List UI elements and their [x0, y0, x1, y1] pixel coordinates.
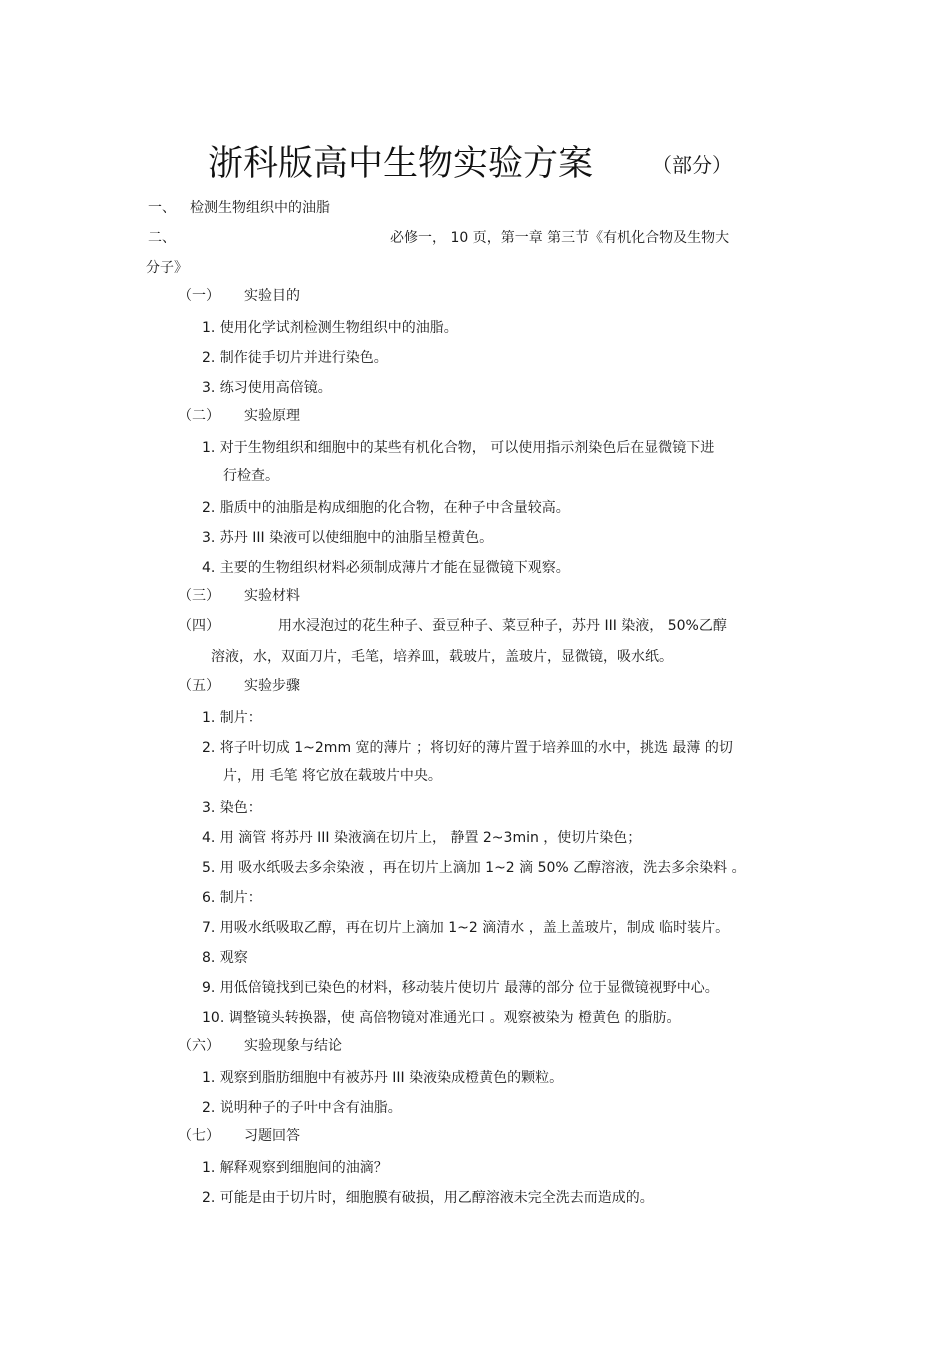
- heading-2-number: 二、: [148, 230, 176, 246]
- list-item: 10. 调整镜头转换器，使 高倍物镜对准通光口 。观察被染为 橙黄色 的脂肪。: [202, 1010, 681, 1026]
- list-item: 9. 用低倍镜找到已染色的材料，移动装片使切片 最薄的部分 位于显微镜视野中心。: [202, 980, 719, 996]
- list-item: 8. 观察: [202, 950, 248, 966]
- section-4-text: 用水浸泡过的花生种子、蚕豆种子、菜豆种子，苏丹 III 染液， 50%乙醇: [278, 618, 727, 634]
- list-item: 1. 解释观察到细胞间的油滴？: [202, 1160, 388, 1176]
- section-5-number: （五）: [178, 678, 220, 694]
- list-item: 3. 练习使用高倍镜。: [202, 380, 332, 396]
- list-item: 6. 制片：: [202, 890, 262, 906]
- heading-2-text: 必修一， 10 页，第一章 第三节《有机化合物及生物大: [390, 230, 730, 246]
- section-6-number: （六）: [178, 1038, 220, 1054]
- list-item-continuation: 行检查。: [223, 468, 279, 484]
- section-6-title: 实验现象与结论: [244, 1038, 342, 1054]
- list-item-continuation: 片，用 毛笔 将它放在载玻片中央。: [223, 768, 442, 784]
- section-7-number: （七）: [178, 1128, 220, 1144]
- section-2-number: （二）: [178, 408, 220, 424]
- list-item: 1. 对于生物组织和细胞中的某些有机化合物， 可以使用指示剂染色后在显微镜下进: [202, 440, 715, 456]
- section-4-number: （四）: [178, 618, 220, 634]
- list-item: 2. 将子叶切成 1~2mm 宽的薄片 ；将切好的薄片置于培养皿的水中，挑选 最薄 的切: [202, 740, 733, 756]
- list-item: 1. 制片：: [202, 710, 262, 726]
- section-4-continuation: 溶液，水，双面刀片，毛笔，培养皿，载玻片，盖玻片，显微镜，吸水纸。: [211, 649, 673, 665]
- list-item: 5. 用 吸水纸吸去多余染液 ，再在切片上滴加 1~2 滴 50% 乙醇溶液，洗去多余染料 。: [202, 860, 746, 876]
- list-item: 2. 制作徒手切片并进行染色。: [202, 350, 388, 366]
- list-item: 3. 苏丹 III 染液可以使细胞中的油脂呈橙黄色。: [202, 530, 494, 546]
- list-item: 4. 用 滴管 将苏丹 III 染液滴在切片上， 静置 2~3min ，使切片染色；: [202, 830, 642, 846]
- list-item: 1. 观察到脂肪细胞中有被苏丹 III 染液染成橙黄色的颗粒。: [202, 1070, 564, 1086]
- list-item: 2. 脂质中的油脂是构成细胞的化合物，在种子中含量较高。: [202, 500, 570, 516]
- section-2-title: 实验原理: [244, 408, 300, 424]
- section-5-title: 实验步骤: [244, 678, 300, 694]
- page-title-note: （部分）: [652, 153, 732, 177]
- section-3-number: （三）: [178, 588, 220, 604]
- list-item: 2. 说明种子的子叶中含有油脂。: [202, 1100, 402, 1116]
- list-item: 2. 可能是由于切片时，细胞膜有破损，用乙醇溶液未完全洗去而造成的。: [202, 1190, 654, 1206]
- list-item: 3. 染色：: [202, 800, 262, 816]
- section-1-title: 实验目的: [244, 288, 300, 304]
- section-3-title: 实验材料: [244, 588, 300, 604]
- page-title: 浙科版高中生物实验方案: [208, 144, 594, 184]
- heading-1-text: 检测生物组织中的油脂: [190, 200, 330, 216]
- heading-2-continuation: 分子》: [146, 260, 188, 276]
- list-item: 4. 主要的生物组织材料必须制成薄片才能在显微镜下观察。: [202, 560, 570, 576]
- list-item: 7. 用吸水纸吸取乙醇，再在切片上滴加 1~2 滴清水 ，盖上盖玻片，制成 临时装片。: [202, 920, 730, 936]
- list-item: 1. 使用化学试剂检测生物组织中的油脂。: [202, 320, 458, 336]
- section-1-number: （一）: [178, 288, 220, 304]
- section-7-title: 习题回答: [244, 1128, 300, 1144]
- heading-1-number: 一、: [148, 200, 176, 216]
